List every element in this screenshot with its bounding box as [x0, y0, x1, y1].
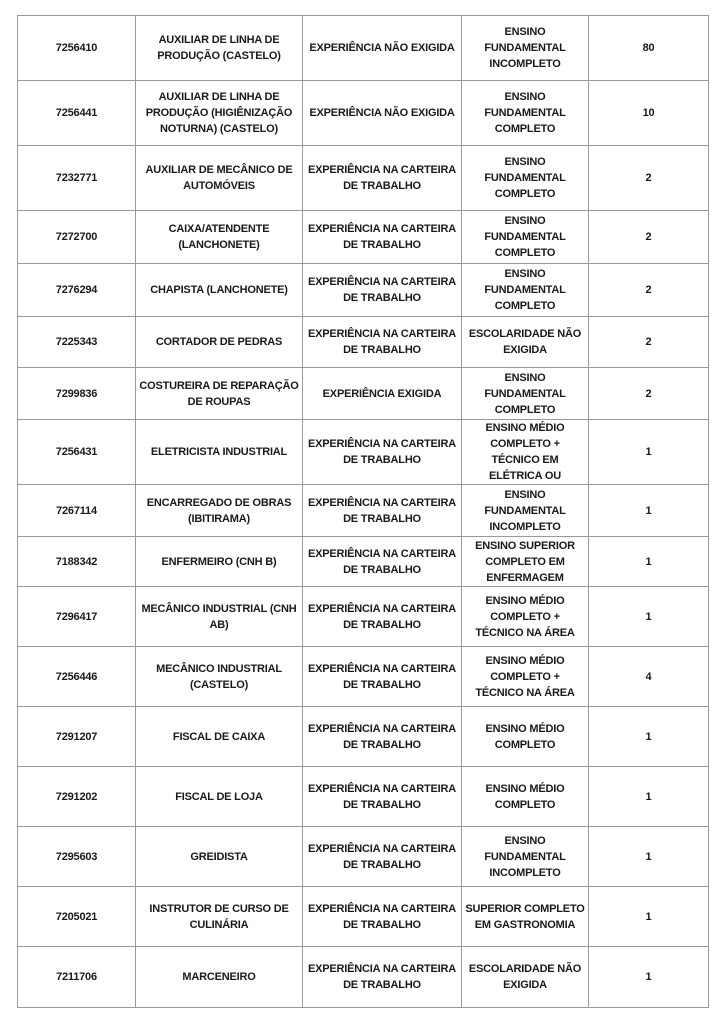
job-title-cell: AUXILIAR DE MECÂNICO DE AUTOMÓVEIS: [136, 146, 303, 211]
job-code-cell: 7295603: [18, 827, 136, 887]
experience-requirement-cell: EXPERIÊNCIA EXIGIDA: [303, 368, 462, 420]
education-requirement-cell: ENSINO FUNDAMENTAL INCOMPLETO: [462, 485, 589, 537]
education-requirement-cell: ENSINO FUNDAMENTAL INCOMPLETO: [462, 827, 589, 887]
education-requirement-cell: ENSINO MÉDIO COMPLETO + TÉCNICO EM ELÉTRICA OU: [462, 420, 589, 485]
job-title-cell: GREIDISTA: [136, 827, 303, 887]
vacancy-count-cell: 2: [589, 317, 709, 368]
education-requirement-cell: ENSINO MÉDIO COMPLETO: [462, 767, 589, 827]
table-row: [18, 420, 709, 485]
experience-requirement-cell: EXPERIÊNCIA NA CARTEIRA DE TRABALHO: [303, 317, 462, 368]
job-title-cell: MARCENEIRO: [136, 947, 303, 1008]
vacancy-count-cell: 2: [589, 146, 709, 211]
table-row: [18, 81, 709, 146]
job-code-cell: 7211706: [18, 947, 136, 1008]
experience-requirement-cell: EXPERIÊNCIA NA CARTEIRA DE TRABALHO: [303, 887, 462, 947]
vacancy-count-cell: 1: [589, 947, 709, 1008]
vacancy-count-cell: 10: [589, 81, 709, 146]
job-title-cell: INSTRUTOR DE CURSO DE CULINÁRIA: [136, 887, 303, 947]
education-requirement-cell: ESCOLARIDADE NÃO EXIGIDA: [462, 317, 589, 368]
job-title-cell: FISCAL DE CAIXA: [136, 707, 303, 767]
vacancy-count-cell: 1: [589, 485, 709, 537]
job-code-cell: 7232771: [18, 146, 136, 211]
job-title-cell: CAIXA/ATENDENTE (LANCHONETE): [136, 211, 303, 264]
job-vacancies-table: [17, 15, 709, 1008]
job-code-cell: 7299836: [18, 368, 136, 420]
job-title-cell: AUXILIAR DE LINHA DE PRODUÇÃO (CASTELO): [136, 16, 303, 81]
vacancy-count-cell: 2: [589, 264, 709, 317]
job-title-cell: MECÂNICO INDUSTRIAL (CASTELO): [136, 647, 303, 707]
job-code-cell: 7256441: [18, 81, 136, 146]
experience-requirement-cell: EXPERIÊNCIA NÃO EXIGIDA: [303, 16, 462, 81]
job-code-cell: 7272700: [18, 211, 136, 264]
job-code-cell: 7291202: [18, 767, 136, 827]
experience-requirement-cell: EXPERIÊNCIA NA CARTEIRA DE TRABALHO: [303, 707, 462, 767]
vacancy-count-cell: 1: [589, 420, 709, 485]
job-code-cell: 7291207: [18, 707, 136, 767]
table-row: [18, 827, 709, 887]
job-code-cell: 7267114: [18, 485, 136, 537]
education-requirement-cell: ENSINO FUNDAMENTAL COMPLETO: [462, 81, 589, 146]
vacancy-count-cell: 2: [589, 368, 709, 420]
education-requirement-cell: ENSINO SUPERIOR COMPLETO EM ENFERMAGEM: [462, 537, 589, 587]
job-code-cell: 7225343: [18, 317, 136, 368]
table-row: [18, 887, 709, 947]
job-title-cell: CHAPISTA (LANCHONETE): [136, 264, 303, 317]
job-code-cell: 7188342: [18, 537, 136, 587]
job-code-cell: 7276294: [18, 264, 136, 317]
table-row: [18, 767, 709, 827]
education-requirement-cell: ENSINO FUNDAMENTAL COMPLETO: [462, 368, 589, 420]
table-row: [18, 317, 709, 368]
table-row: [18, 146, 709, 211]
experience-requirement-cell: EXPERIÊNCIA NA CARTEIRA DE TRABALHO: [303, 587, 462, 647]
vacancy-count-cell: 4: [589, 647, 709, 707]
experience-requirement-cell: EXPERIÊNCIA NA CARTEIRA DE TRABALHO: [303, 767, 462, 827]
experience-requirement-cell: EXPERIÊNCIA NA CARTEIRA DE TRABALHO: [303, 485, 462, 537]
table-row: [18, 264, 709, 317]
job-title-cell: AUXILIAR DE LINHA DE PRODUÇÃO (HIGIÊNIZAÇÃO NOTURNA) (CASTELO): [136, 81, 303, 146]
education-requirement-cell: ENSINO FUNDAMENTAL INCOMPLETO: [462, 16, 589, 81]
experience-requirement-cell: EXPERIÊNCIA NA CARTEIRA DE TRABALHO: [303, 947, 462, 1008]
vacancy-count-cell: 2: [589, 211, 709, 264]
job-code-cell: 7256446: [18, 647, 136, 707]
table-row: [18, 947, 709, 1008]
table-row: [18, 16, 709, 81]
education-requirement-cell: ENSINO MÉDIO COMPLETO + TÉCNICO NA ÁREA: [462, 647, 589, 707]
vacancy-count-cell: 1: [589, 707, 709, 767]
experience-requirement-cell: EXPERIÊNCIA NA CARTEIRA DE TRABALHO: [303, 827, 462, 887]
job-title-cell: MECÂNICO INDUSTRIAL (CNH AB): [136, 587, 303, 647]
job-title-cell: CORTADOR DE PEDRAS: [136, 317, 303, 368]
table-row: [18, 485, 709, 537]
education-requirement-cell: ENSINO FUNDAMENTAL COMPLETO: [462, 264, 589, 317]
education-requirement-cell: ENSINO FUNDAMENTAL COMPLETO: [462, 146, 589, 211]
job-code-cell: 7205021: [18, 887, 136, 947]
table-row: [18, 211, 709, 264]
experience-requirement-cell: EXPERIÊNCIA NA CARTEIRA DE TRABALHO: [303, 146, 462, 211]
education-requirement-cell: ENSINO FUNDAMENTAL COMPLETO: [462, 211, 589, 264]
education-requirement-cell: SUPERIOR COMPLETO EM GASTRONOMIA: [462, 887, 589, 947]
table-row: [18, 587, 709, 647]
job-code-cell: 7296417: [18, 587, 136, 647]
vacancy-count-cell: 1: [589, 887, 709, 947]
experience-requirement-cell: EXPERIÊNCIA NA CARTEIRA DE TRABALHO: [303, 537, 462, 587]
experience-requirement-cell: EXPERIÊNCIA NA CARTEIRA DE TRABALHO: [303, 211, 462, 264]
vacancy-count-cell: 1: [589, 767, 709, 827]
experience-requirement-cell: EXPERIÊNCIA NA CARTEIRA DE TRABALHO: [303, 647, 462, 707]
experience-requirement-cell: EXPERIÊNCIA NÃO EXIGIDA: [303, 81, 462, 146]
education-requirement-cell: ENSINO MÉDIO COMPLETO: [462, 707, 589, 767]
table-row: [18, 368, 709, 420]
table-body: [18, 16, 709, 1008]
vacancy-count-cell: 80: [589, 16, 709, 81]
vacancy-count-cell: 1: [589, 587, 709, 647]
job-title-cell: ENFERMEIRO (CNH B): [136, 537, 303, 587]
education-requirement-cell: ESCOLARIDADE NÃO EXIGIDA: [462, 947, 589, 1008]
experience-requirement-cell: EXPERIÊNCIA NA CARTEIRA DE TRABALHO: [303, 264, 462, 317]
job-title-cell: ELETRICISTA INDUSTRIAL: [136, 420, 303, 485]
table-row: [18, 537, 709, 587]
job-code-cell: 7256431: [18, 420, 136, 485]
table-row: [18, 707, 709, 767]
table-row: [18, 647, 709, 707]
job-title-cell: FISCAL DE LOJA: [136, 767, 303, 827]
education-requirement-cell: ENSINO MÉDIO COMPLETO + TÉCNICO NA ÁREA: [462, 587, 589, 647]
experience-requirement-cell: EXPERIÊNCIA NA CARTEIRA DE TRABALHO: [303, 420, 462, 485]
vacancy-count-cell: 1: [589, 537, 709, 587]
vacancy-count-cell: 1: [589, 827, 709, 887]
job-code-cell: 7256410: [18, 16, 136, 81]
job-title-cell: ENCARREGADO DE OBRAS (IBITIRAMA): [136, 485, 303, 537]
job-title-cell: COSTUREIRA DE REPARAÇÃO DE ROUPAS: [136, 368, 303, 420]
